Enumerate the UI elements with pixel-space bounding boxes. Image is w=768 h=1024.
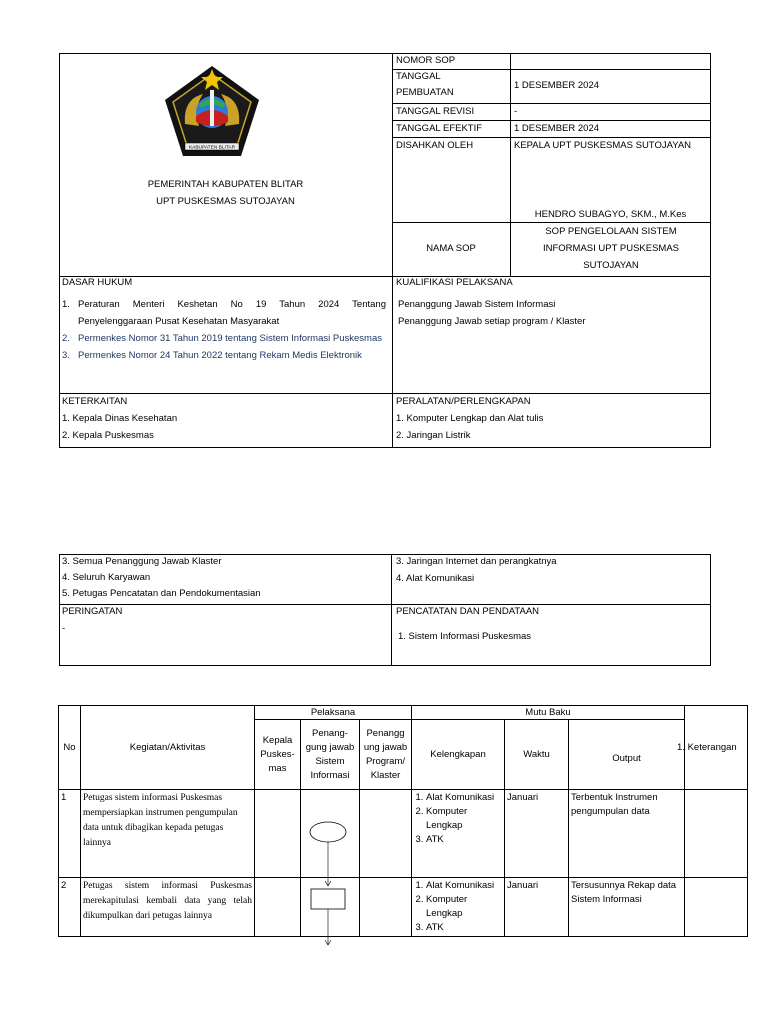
row-keterangan bbox=[685, 790, 748, 878]
keterkaitan-item: 2. Kepala Puskesmas bbox=[62, 430, 154, 441]
header-no: No bbox=[59, 706, 81, 790]
org-name: PEMERINTAH KABUPATEN BLITAR bbox=[147, 179, 304, 190]
dasar-hukum-title: DASAR HUKUM bbox=[62, 277, 133, 288]
header-mutu-baku: Mutu Baku bbox=[412, 706, 685, 720]
value-tanggal-pembuatan: 1 DESEMBER 2024 bbox=[514, 80, 600, 91]
kabupaten-blitar-logo bbox=[163, 64, 261, 158]
cell-pj-prog bbox=[360, 790, 412, 878]
label-nama-sop: NAMA SOP bbox=[426, 243, 476, 254]
kelengkapan-item: 2. Komputer Lengkap bbox=[426, 893, 502, 921]
peralatan-item: 4. Alat Komunikasi bbox=[396, 573, 475, 584]
keterkaitan-item: 3. Semua Penanggung Jawab Klaster bbox=[62, 556, 222, 567]
cell-kepala bbox=[255, 878, 301, 937]
row-waktu: Januari bbox=[505, 790, 569, 878]
keterkaitan-item: 1. Kepala Dinas Kesehatan bbox=[62, 413, 178, 424]
value-disahkan-oleh: KEPALA UPT PUSKESMAS SUTOJAYAN bbox=[514, 140, 692, 151]
pencatatan-item: 1. Sistem Informasi Puskesmas bbox=[398, 631, 532, 642]
flowchart-shapes bbox=[300, 815, 360, 950]
keterangan-label: Keterangan bbox=[687, 741, 737, 753]
label-tanggal-revisi: TANGGAL REVISI bbox=[396, 106, 475, 117]
label-tanggal-pembuatan: TANGGAL PEMBUATAN bbox=[396, 71, 454, 98]
row-output: Terbentuk Instrumen pengumpulan data bbox=[569, 790, 685, 878]
row-no: 1 bbox=[59, 790, 81, 878]
cell-kepala bbox=[255, 790, 301, 878]
flow-row bbox=[59, 790, 748, 878]
dasar-hukum-item: 3. Permenkes Nomor 24 Tahun 2022 tentang Rekam Medis Elektronik bbox=[62, 350, 362, 361]
peralatan-title: PERALATAN/PERLENGKAPAN bbox=[396, 396, 531, 407]
header-pj-program: Penangg ung jawab Program/ Klaster bbox=[360, 720, 412, 790]
process-box-shape bbox=[311, 889, 345, 909]
row-output: Tersusunnya Rekap data Sistem Informasi bbox=[569, 878, 685, 937]
row-kegiatan: Petugas sistem informasi Puskesmas mempersiapkan instrumen pengumpulan data untuk dibagikan kepada petugas lainnya bbox=[81, 790, 255, 878]
start-terminator-shape bbox=[310, 822, 346, 842]
kelengkapan-item: 2. Komputer Lengkap bbox=[426, 805, 502, 833]
kelengkapan-item: 1. Alat Komunikasi bbox=[426, 879, 502, 893]
kelengkapan-item: 3. ATK bbox=[426, 833, 502, 847]
kelengkapan-item: 3. ATK bbox=[426, 921, 502, 935]
flow-row bbox=[59, 878, 748, 937]
label-nomor-sop: NOMOR SOP bbox=[396, 55, 456, 66]
row-keterangan bbox=[685, 878, 748, 937]
kualifikasi-item: Penanggung Jawab setiap program / Klaster bbox=[398, 316, 586, 327]
value-nama-sop: SOP PENGELOLAAN SISTEM INFORMASI UPT PUSKESMAS SUTOJAYAN bbox=[542, 226, 679, 271]
header-waktu: Waktu bbox=[505, 720, 569, 790]
header-output: Output bbox=[569, 720, 685, 790]
cell-pj-prog bbox=[360, 878, 412, 937]
row-kelengkapan bbox=[412, 878, 505, 937]
label-disahkan-oleh: DISAHKAN OLEH bbox=[396, 140, 474, 151]
pencatatan-title: PENCATATAN DAN PENDATAAN bbox=[396, 606, 540, 617]
kualifikasi-item: Penanggung Jawab Sistem Informasi bbox=[398, 299, 556, 310]
value-tanggal-efektif: 1 DESEMBER 2024 bbox=[514, 123, 600, 134]
header-keterangan bbox=[677, 706, 748, 790]
header-pj-sistem-informasi: Penang- gung jawab Sistem Informasi bbox=[301, 720, 360, 790]
row-kegiatan: Petugas sistem informasi Puskesmas merekapitulasi kembali data yang telah dikumpulkan dari petugas lainnya bbox=[81, 878, 255, 937]
peringatan-title: PERINGATAN bbox=[62, 606, 123, 617]
label-tanggal-efektif: TANGGAL EFEKTIF bbox=[396, 123, 483, 134]
header-value-divider bbox=[510, 53, 511, 276]
signatory-name: HENDRO SUBAGYO, SKM., M.Kes bbox=[534, 209, 687, 220]
continuation-table bbox=[59, 554, 711, 666]
keterkaitan-item: 4. Seluruh Karyawan bbox=[62, 572, 151, 583]
dasar-hukum-list bbox=[62, 296, 386, 364]
kelengkapan-item: 1. Alat Komunikasi bbox=[426, 791, 502, 805]
org-unit: UPT PUSKESMAS SUTOJAYAN bbox=[156, 196, 295, 207]
header-kepala-puskesmas: Kepala Puskes- mas bbox=[255, 720, 301, 790]
row-waktu: Januari bbox=[505, 878, 569, 937]
keterangan-number: 1. bbox=[677, 741, 685, 753]
value-tanggal-revisi: - bbox=[514, 106, 518, 117]
row-no: 2 bbox=[59, 878, 81, 937]
header-kelengkapan: Kelengkapan bbox=[412, 720, 505, 790]
header-kegiatan: Kegiatan/Aktivitas bbox=[81, 706, 255, 790]
flowchart-table bbox=[58, 705, 748, 937]
keterkaitan-item: 5. Petugas Pencatatan dan Pendokumentasian bbox=[62, 588, 261, 599]
row-kelengkapan bbox=[412, 790, 505, 878]
dasar-hukum-item: 1. Peraturan Menteri Keshetan No 19 Tahun 2024 Tentang Penyelenggaraan Pusat Kesehatan Masyarakat bbox=[62, 299, 386, 327]
dasar-hukum-item: 2. Permenkes Nomor 31 Tahun 2019 tentang Sistem Informasi Puskesmas bbox=[62, 333, 382, 344]
peralatan-item: 3. Jaringan Internet dan perangkatnya bbox=[396, 556, 557, 567]
header-pelaksana: Pelaksana bbox=[255, 706, 412, 720]
peringatan-value: - bbox=[62, 623, 66, 634]
keterkaitan-title: KETERKAITAN bbox=[62, 396, 128, 407]
kualifikasi-title: KUALIFIKASI PELAKSANA bbox=[396, 277, 513, 288]
peralatan-item: 1. Komputer Lengkap dan Alat tulis bbox=[396, 413, 544, 424]
logo-banner-text: KABUPATEN BLITAR bbox=[188, 145, 236, 151]
peralatan-item: 2. Jaringan Listrik bbox=[396, 430, 471, 441]
